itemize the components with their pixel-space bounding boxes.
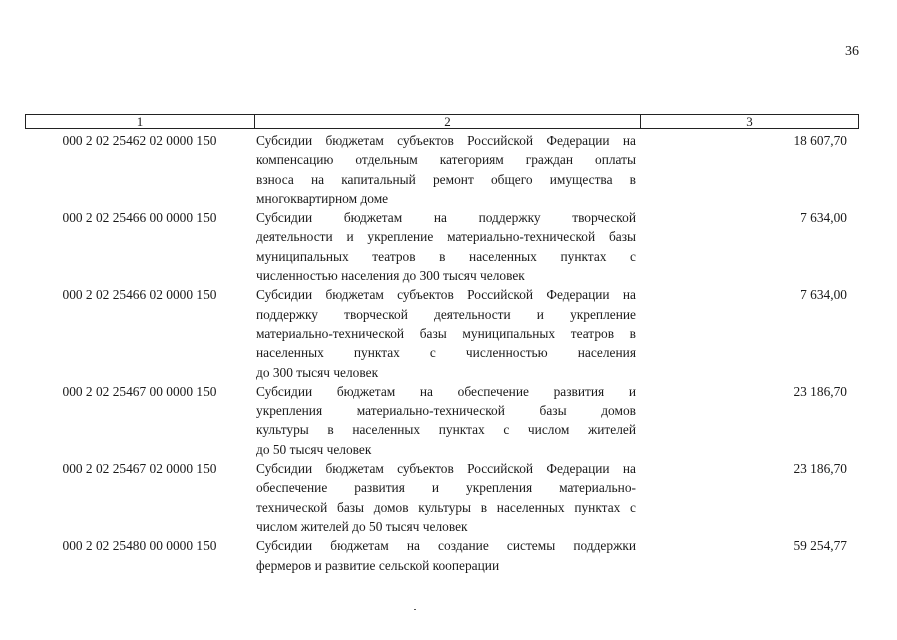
- description-line: Субсидии бюджетам на создание системы поддержки: [256, 538, 636, 554]
- description-line: до 50 тысяч человек: [256, 441, 372, 457]
- row-description: [254, 285, 640, 381]
- description-line: поддержку творческой деятельности и укрепление: [256, 306, 636, 322]
- description-line: числом жителей до 50 тысяч человек: [256, 518, 468, 534]
- header-col-2: 2: [255, 115, 641, 128]
- description-line: Субсидии бюджетам субъектов Российской Федерации на: [256, 287, 636, 303]
- row-description: [254, 536, 640, 575]
- description-line: взноса на капитальный ремонт общего имущества в: [256, 171, 636, 187]
- description-line: обеспечение развития и укрепления материально-: [256, 480, 636, 496]
- table-row: [25, 459, 859, 536]
- budget-code: 000 2 02 25467 02 0000 150: [62, 461, 217, 477]
- description-line: Субсидии бюджетам на поддержку творческой: [256, 210, 636, 226]
- row-amount: 7 634,00: [800, 210, 847, 226]
- row-amount: 59 254,77: [793, 538, 847, 554]
- description-line: культуры в населенных пунктах с числом жителей: [256, 422, 636, 438]
- description-line: фермеров и развитие сельской кооперации: [256, 557, 500, 573]
- row-amount: 23 186,70: [793, 461, 847, 477]
- budget-code: 000 2 02 25467 00 0000 150: [62, 383, 217, 399]
- description-line: муниципальных театров в населенных пунктах с: [256, 248, 636, 264]
- description-line: Субсидии бюджетам субъектов Российской Федерации на: [256, 133, 636, 148]
- description-line: деятельности и укрепление материально-технической базы: [256, 229, 636, 245]
- row-description: [254, 382, 640, 459]
- table-body: [25, 131, 859, 575]
- budget-code: 000 2 02 25466 02 0000 150: [62, 287, 217, 303]
- table-row: [25, 536, 859, 575]
- description-line: до 300 тысяч человек: [256, 364, 379, 380]
- description-line: населенных пунктах с численностью населения: [256, 345, 636, 361]
- table-header: [25, 114, 859, 129]
- row-description: [254, 459, 640, 536]
- description-line: компенсацию отдельным категориям граждан оплаты: [256, 152, 636, 168]
- row-description: [254, 131, 640, 208]
- description-line: Субсидии бюджетам субъектов Российской Федерации на: [256, 461, 636, 477]
- table-row: [25, 382, 859, 459]
- page-number: 36: [845, 44, 859, 59]
- description-line: Субсидии бюджетам на обеспечение развития и: [256, 383, 636, 399]
- description-line: численностью населения до 300 тысяч человек: [256, 268, 525, 284]
- row-description: [254, 208, 640, 285]
- header-col-3: 3: [746, 114, 753, 129]
- budget-code: 000 2 02 25466 00 0000 150: [62, 210, 217, 226]
- description-line: многоквартирном доме: [256, 190, 389, 206]
- row-amount: 7 634,00: [800, 287, 847, 303]
- scan-speck: [414, 609, 416, 610]
- header-col-1: 1: [26, 115, 255, 128]
- row-amount: 18 607,70: [793, 133, 847, 148]
- description-line: материально-технической базы муниципальных театров в: [256, 325, 636, 341]
- budget-code: 000 2 02 25462 02 0000 150: [62, 133, 217, 148]
- budget-code: 000 2 02 25480 00 0000 150: [62, 538, 217, 554]
- description-line: укрепления материально-технической базы домов: [256, 403, 636, 419]
- table-row: [25, 285, 859, 381]
- table-row: [25, 131, 859, 208]
- description-line: технической базы домов культуры в населенных пунктах с: [256, 499, 636, 515]
- row-amount: 23 186,70: [793, 383, 847, 399]
- table-row: [25, 208, 859, 285]
